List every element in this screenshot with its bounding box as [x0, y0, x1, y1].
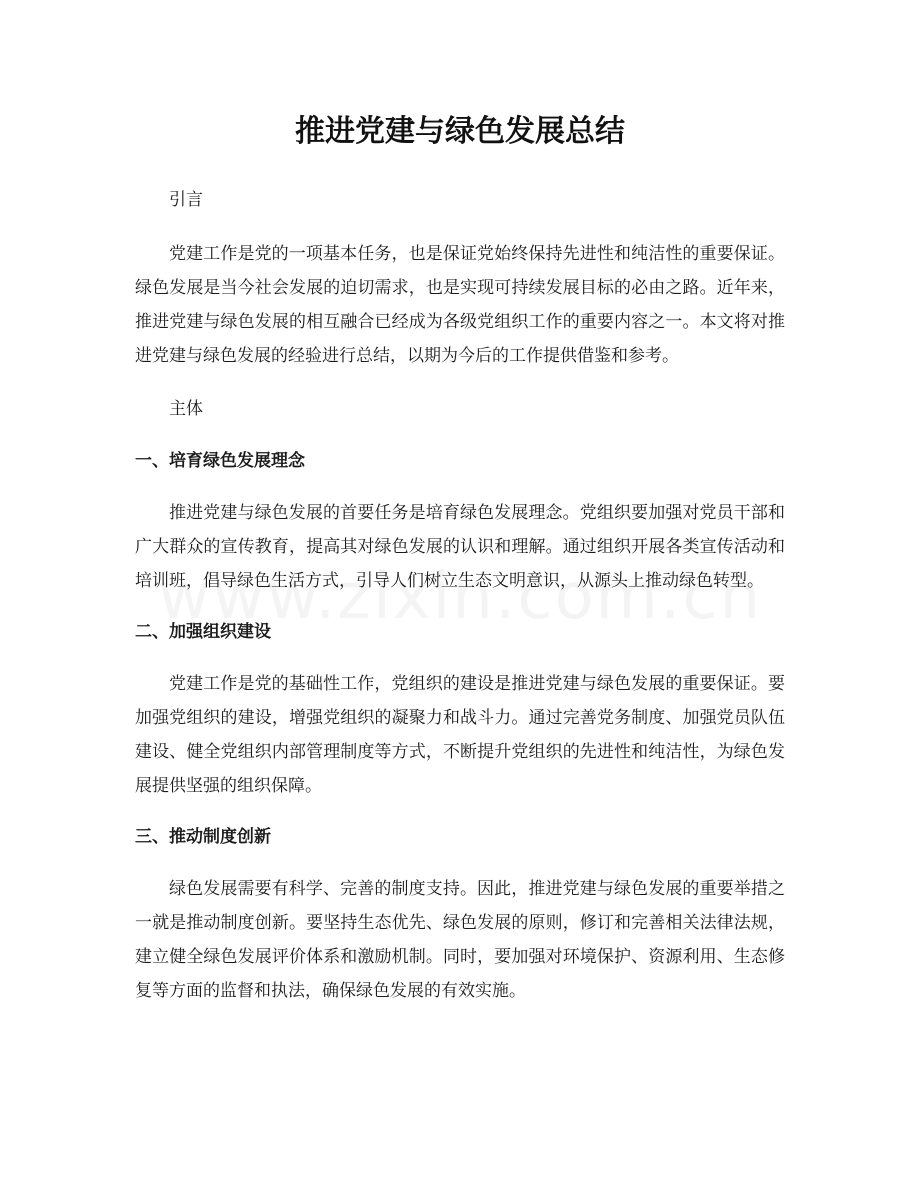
document-body — [135, 183, 785, 1027]
section-paragraph-2: 党建工作是党的基础性工作，党组织的建设是推进党建与绿色发展的重要保证。要加强党组织的建设，增强党组织的凝聚力和战斗力。通过完善党务制度、加强党员队伍建设、健全党组织内部管理制度等方式，不断提升党组织的先进性和纯洁性，为绿色发展提供坚强的组织保障。 — [135, 674, 785, 796]
section-paragraph-3: 绿色发展需要有科学、完善的制度支持。因此，推进党建与绿色发展的重要举措之一就是推动制度创新。要坚持生态优先、绿色发展的原则，修订和完善相关法律法规，建立健全绿色发展评价体系和激励机制。同时，要加强对环境保护、资源利用、生态修复等方面的监督和执法，确保绿色发展的有效实施。 — [135, 879, 785, 1001]
section-heading-1: 一、培育绿色发展理念 — [135, 451, 305, 471]
intro-paragraph: 党建工作是党的一项基本任务，也是保证党始终保持先进性和纯洁性的重要保证。绿色发展是当今社会发展的迫切需求，也是实现可持续发展目标的必由之路。近年来，推进党建与绿色发展的相互融合已经成为各级党组织工作的重要内容之一。本文将对推进党建与绿色发展的经验进行总结，以期为今后的工作提供借鉴和参考。 — [135, 244, 785, 366]
section-heading-3: 三、推动制度创新 — [135, 827, 271, 847]
section-heading-2: 二、加强组织建设 — [135, 622, 271, 642]
page-title: 推进党建与绿色发展总结 — [295, 114, 625, 149]
intro-label: 引言 — [169, 190, 203, 210]
body-label: 主体 — [169, 399, 203, 419]
section-paragraph-1: 推进党建与绿色发展的首要任务是培育绿色发展理念。党组织要加强对党员干部和广大群众的宣传教育，提高其对绿色发展的认识和理解。通过组织开展各类宣传活动和培训班，倡导绿色生活方式，引导人们树立生态文明意识，从源头上推动绿色转型。 — [135, 503, 785, 591]
